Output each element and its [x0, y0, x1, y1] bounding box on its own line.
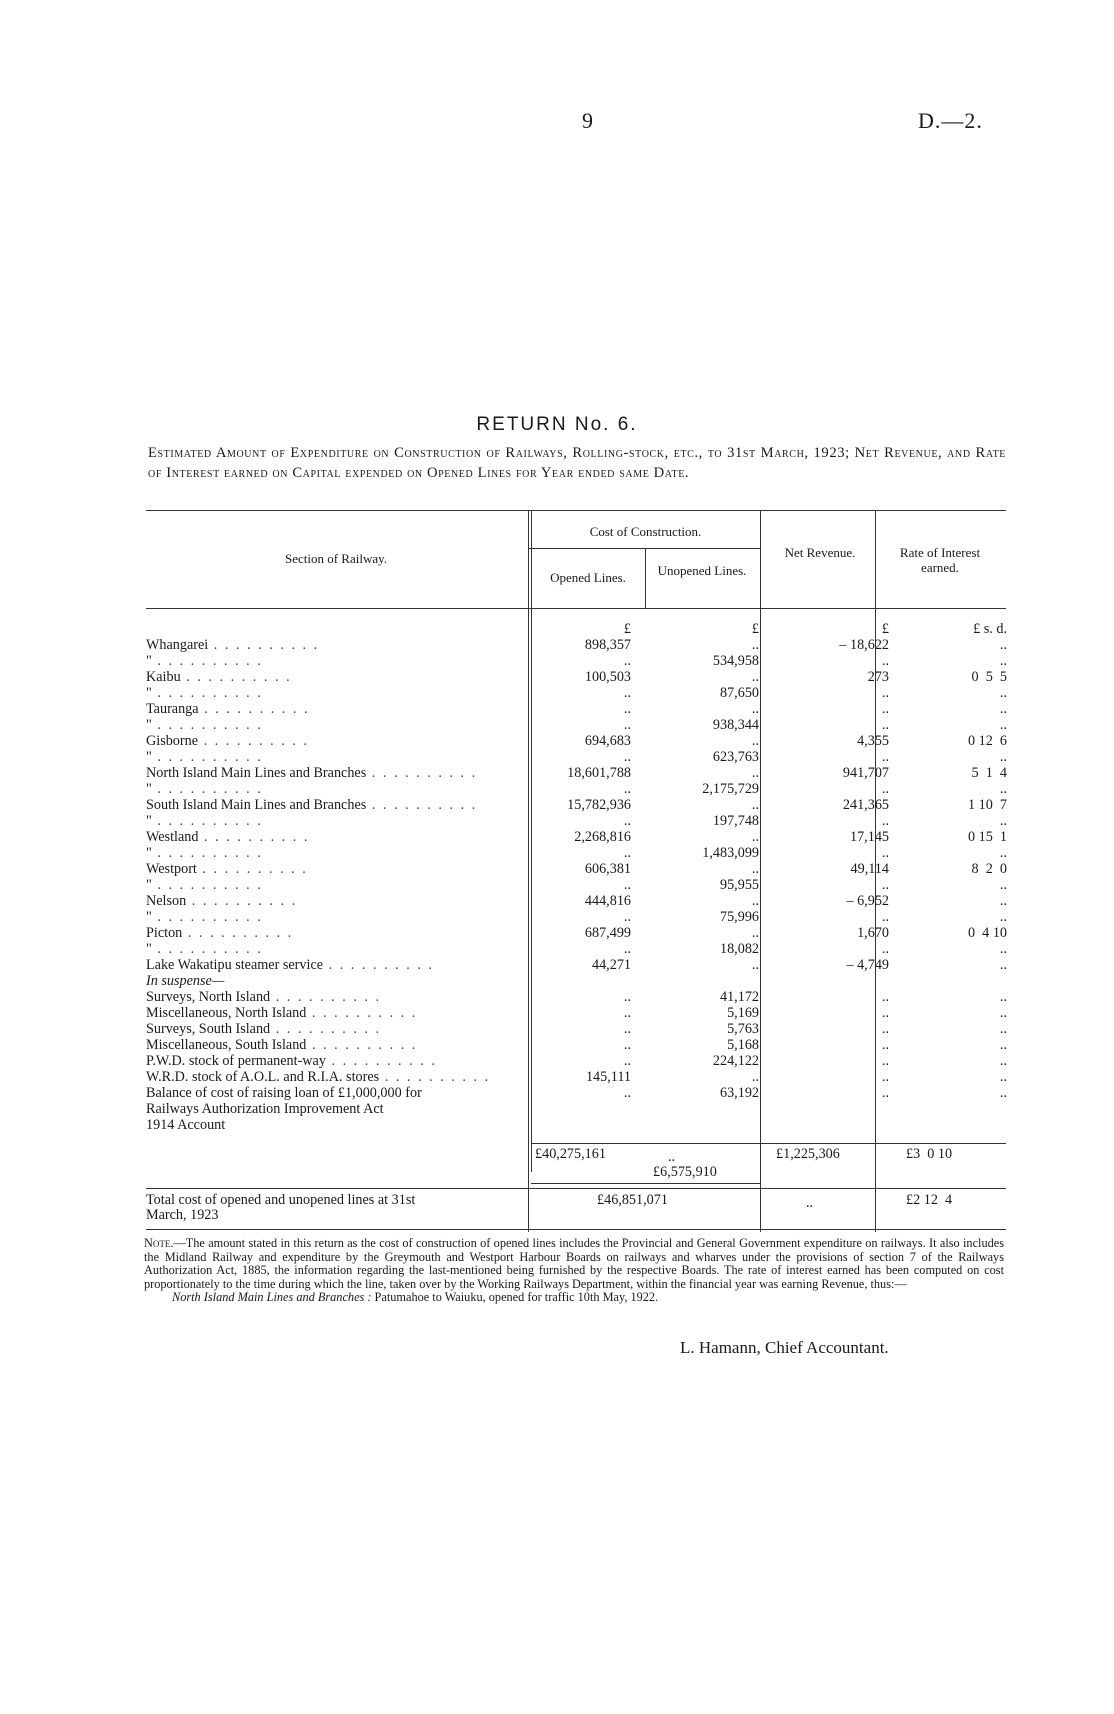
- cell-unopened: ..: [751, 733, 759, 749]
- leader-dots: . . . . . . . . . .: [325, 1053, 437, 1069]
- cell-net-revenue: – 4,749: [846, 957, 889, 973]
- cell-unopened: ..: [751, 637, 759, 653]
- leader-dots: . . . . . . . . . .: [151, 813, 263, 829]
- column-divider: [528, 1172, 529, 1232]
- note-example-text: Patumahoe to Waiuku, opened for traffic 10th May, 1922.: [371, 1290, 659, 1305]
- cell-rate: ..: [999, 1069, 1007, 1085]
- cell-rate: 0 4 10: [967, 925, 1007, 941]
- cell-unopened: 623,763: [712, 749, 759, 765]
- cell-opened: ..: [623, 941, 631, 957]
- table-top-rule: [146, 510, 1006, 511]
- cell-unopened: 5,763: [727, 1021, 759, 1037]
- leader-dots: . . . . . . . . . .: [198, 829, 310, 845]
- leader-dots: . . . . . . . . . .: [379, 1069, 491, 1085]
- table-row: [146, 1053, 1007, 1069]
- leader-dots: . . . . . . . . . .: [196, 861, 308, 877]
- note-example-label: North Island Main Lines and Branches :: [172, 1290, 372, 1305]
- table-row: [146, 637, 1007, 653]
- table-row: [146, 1021, 1007, 1037]
- cell-section: [146, 717, 519, 733]
- cell-unopened: 938,344: [712, 717, 759, 733]
- section-label: Westport: [146, 861, 197, 877]
- leader-dots: . . . . . . . . . .: [180, 669, 292, 685]
- cell-unopened: ..: [751, 701, 759, 717]
- leader-dots: . . . . . . . . . .: [366, 765, 478, 781]
- cell-unopened: 224,122: [712, 1053, 759, 1069]
- cell-section: [146, 637, 519, 653]
- section-label: North Island Main Lines and Branches: [146, 765, 367, 781]
- leader-dots: . . . . . . . . . .: [151, 653, 263, 669]
- grand-total-label-line-1: Total cost of opened and unopened lines at 31st: [146, 1192, 416, 1208]
- section-label: ": [146, 909, 152, 925]
- cell-unopened: ..: [751, 925, 759, 941]
- table-row: [146, 861, 1007, 877]
- main-rows: [146, 637, 1007, 973]
- leader-dots: . . . . . . . . . .: [198, 701, 310, 717]
- grand-total-net-revenue: ..: [806, 1195, 814, 1211]
- cell-opened: 694,683: [584, 733, 631, 749]
- cell-unopened: 1,483,099: [702, 845, 759, 861]
- cell-opened: ..: [623, 1021, 631, 1037]
- cell-net-revenue: ..: [881, 1037, 889, 1053]
- table-row: [146, 701, 1007, 717]
- cell-opened: ..: [623, 877, 631, 893]
- cell-net-revenue: ..: [881, 717, 889, 733]
- cell-opened: ..: [623, 989, 631, 1005]
- cell-opened: ..: [623, 701, 631, 717]
- document-reference: D.—2.: [918, 108, 983, 133]
- cell-section: [146, 1037, 519, 1053]
- totals-top-rule: [531, 1143, 760, 1144]
- leader-dots: . . . . . . . . . .: [151, 909, 263, 925]
- cell-net-revenue: ..: [881, 909, 889, 925]
- cell-unopened: 41,172: [719, 989, 759, 1005]
- cell-unopened: ..: [751, 861, 759, 877]
- cell-rate: 0 15 1: [967, 829, 1007, 845]
- column-header-section: Section of Railway.: [284, 551, 388, 566]
- section-label: ": [146, 717, 152, 733]
- cell-net-revenue: ..: [881, 989, 889, 1005]
- cell-rate: ..: [999, 1037, 1007, 1053]
- leader-dots: . . . . . . . . . .: [151, 781, 263, 797]
- cell-opened: 606,381: [584, 861, 631, 877]
- cell-section: [146, 941, 519, 957]
- unit-opened: £: [623, 621, 631, 637]
- cell-rate: ..: [999, 781, 1007, 797]
- cell-opened: 898,357: [584, 637, 631, 653]
- cell-opened: 18,601,788: [567, 765, 631, 781]
- cell-unopened: ..: [751, 893, 759, 909]
- table-row: [146, 749, 1007, 765]
- cell-section: [146, 701, 519, 717]
- cell-section: [146, 989, 519, 1005]
- table-row: [146, 717, 1007, 733]
- unit-rate: £ s. d.: [973, 621, 1007, 637]
- section-label: Gisborne: [146, 733, 199, 749]
- cell-net-revenue: ..: [881, 1053, 889, 1069]
- cell-section: [146, 1069, 519, 1085]
- cell-opened: ..: [623, 1085, 631, 1101]
- footnote: [144, 1237, 1004, 1305]
- cell-rate: ..: [999, 717, 1007, 733]
- suspense-block: [146, 973, 1007, 989]
- cell-unopened: 63,192: [719, 1085, 759, 1101]
- cell-net-revenue: ..: [881, 813, 889, 829]
- leader-dots: . . . . . . . . . .: [306, 1037, 418, 1053]
- total-rate: £3 0 10: [906, 1146, 953, 1162]
- cell-net-revenue: 4,355: [857, 733, 889, 749]
- cell-rate: ..: [999, 685, 1007, 701]
- section-label: ": [146, 845, 152, 861]
- section-label: ": [146, 781, 152, 797]
- cell-opened: ..: [623, 653, 631, 669]
- cell-rate: ..: [999, 957, 1007, 973]
- cell-section: [146, 733, 519, 749]
- cell-net-revenue: ..: [881, 653, 889, 669]
- leader-dots: . . . . . . . . . .: [306, 1005, 418, 1021]
- table-row: [146, 733, 1007, 749]
- cell-rate: ..: [999, 749, 1007, 765]
- leader-dots: . . . . . . . . . .: [151, 685, 263, 701]
- cell-unopened: ..: [751, 829, 759, 845]
- table-row: [146, 829, 1007, 845]
- cell-net-revenue: 273: [867, 669, 889, 685]
- unit-unopened: £: [751, 621, 759, 637]
- cell-section: [146, 957, 519, 973]
- cell-rate: 5 1 4: [971, 765, 1007, 781]
- cell-opened: 145,111: [585, 1069, 631, 1085]
- section-label: P.W.D. stock of permanent-way: [146, 1053, 326, 1069]
- leader-dots: . . . . . . . . . .: [151, 941, 263, 957]
- section-label: ": [146, 653, 152, 669]
- column-header-net-revenue: Net Revenue.: [784, 545, 856, 560]
- table-row: [146, 941, 1007, 957]
- cell-unopened: 2,175,729: [702, 781, 759, 797]
- leader-dots: . . . . . . . . . .: [208, 637, 320, 653]
- cell-section: [146, 685, 519, 701]
- cell-net-revenue: ..: [881, 781, 889, 797]
- cell-unopened: ..: [751, 797, 759, 813]
- cell-unopened: 534,958: [712, 653, 759, 669]
- column-divider: [645, 548, 646, 608]
- cell-net-revenue: – 18,622: [839, 637, 889, 653]
- cell-unopened: ..: [751, 669, 759, 685]
- cell-section: [146, 829, 519, 845]
- cell-rate: ..: [999, 1005, 1007, 1021]
- cell-section: [146, 1005, 519, 1021]
- leader-dots: . . . . . . . . . .: [366, 797, 478, 813]
- section-label: Picton: [146, 925, 183, 941]
- cell-rate: 0 5 5: [971, 669, 1007, 685]
- section-label: South Island Main Lines and Branches: [146, 797, 367, 813]
- cell-net-revenue: 1,670: [857, 925, 889, 941]
- cell-unopened: 5,169: [727, 1005, 759, 1021]
- suspense-label-row: [146, 973, 1007, 989]
- cell-opened: 2,268,816: [574, 829, 631, 845]
- cell-unopened: 87,650: [719, 685, 759, 701]
- cell-rate: ..: [999, 845, 1007, 861]
- table-bottom-rule: [146, 1229, 1006, 1230]
- cell-unopened: ..: [751, 1069, 759, 1085]
- table-row: [146, 989, 1007, 1005]
- section-label: Lake Wakatipu steamer service: [146, 957, 324, 973]
- leader-dots: . . . . . . . . . .: [270, 989, 382, 1005]
- section-label: Miscellaneous, North Island: [146, 1005, 307, 1021]
- section-label: W.R.D. stock of A.O.L. and R.I.A. stores: [146, 1069, 380, 1085]
- grand-total-top-rule: [146, 1188, 1006, 1189]
- table-row: [146, 845, 1007, 861]
- cell-opened: ..: [623, 685, 631, 701]
- cell-net-revenue: ..: [881, 1085, 889, 1101]
- cell-unopened: 5,168: [727, 1037, 759, 1053]
- cost-group-rule: [528, 548, 760, 549]
- table-row: [146, 781, 1007, 797]
- cell-rate: ..: [999, 909, 1007, 925]
- balance-line-3: 1914 Account: [146, 1117, 226, 1133]
- table-row: [146, 1117, 1007, 1133]
- cell-opened: ..: [623, 749, 631, 765]
- cell-section: [146, 781, 519, 797]
- table-row: [146, 685, 1007, 701]
- cell-opened: 687,499: [584, 925, 631, 941]
- total-unopened: £6,575,910: [653, 1164, 717, 1180]
- grand-total-cost: £46,851,071: [597, 1192, 668, 1208]
- cell-net-revenue: ..: [881, 1021, 889, 1037]
- cell-opened: 444,816: [584, 893, 631, 909]
- table-row: [146, 765, 1007, 781]
- leader-dots: . . . . . . . . . .: [186, 893, 298, 909]
- table-row: [146, 1005, 1007, 1021]
- table-row: [146, 909, 1007, 925]
- leader-dots: . . . . . . . . . .: [182, 925, 294, 941]
- cell-section: [146, 813, 519, 829]
- cell-section: [146, 1053, 519, 1069]
- cell-rate: ..: [999, 877, 1007, 893]
- units-row: [146, 621, 1007, 637]
- cell-net-revenue: – 6,952: [846, 893, 889, 909]
- section-label: Surveys, South Island: [146, 1021, 271, 1037]
- section-label: ": [146, 749, 152, 765]
- cell-net-revenue: ..: [881, 685, 889, 701]
- grand-total-rate: £2 12 4: [906, 1192, 953, 1208]
- leader-dots: . . . . . . . . . .: [198, 733, 309, 749]
- section-label: Miscellaneous, South Island: [146, 1037, 307, 1053]
- cell-rate: ..: [999, 893, 1007, 909]
- cell-section: [146, 877, 519, 893]
- cell-opened: 100,503: [584, 669, 631, 685]
- cell-rate: ..: [999, 1021, 1007, 1037]
- cell-section: [146, 765, 519, 781]
- cell-rate: 1 10 7: [967, 797, 1007, 813]
- leader-dots: . . . . . . . . . .: [151, 845, 263, 861]
- table-row: [146, 925, 1007, 941]
- cell-section: [146, 1021, 519, 1037]
- section-label: Whangarei: [146, 637, 209, 653]
- cell-unopened: ..: [751, 957, 759, 973]
- section-label: Nelson: [146, 893, 187, 909]
- cell-net-revenue: ..: [881, 877, 889, 893]
- cell-net-revenue: 17,145: [849, 829, 889, 845]
- cell-net-revenue: 49,114: [850, 861, 889, 877]
- note-label: Note.: [144, 1236, 174, 1250]
- section-label: ": [146, 941, 152, 957]
- cell-opened: 15,782,936: [567, 797, 631, 813]
- header-bottom-rule: [146, 608, 1006, 609]
- cell-opened: ..: [623, 1053, 631, 1069]
- cell-opened: ..: [623, 1005, 631, 1021]
- cell-opened: ..: [623, 781, 631, 797]
- return-title: RETURN No. 6.: [476, 414, 638, 435]
- cell-unopened: 197,748: [712, 813, 759, 829]
- cell-opened: ..: [623, 717, 631, 733]
- balance-block: [146, 1085, 1007, 1133]
- column-header-rate: Rate of Interest earned.: [899, 545, 981, 575]
- column-header-opened: Opened Lines.: [550, 570, 626, 585]
- cell-opened: ..: [623, 813, 631, 829]
- cell-section: [146, 893, 519, 909]
- cell-net-revenue: ..: [881, 1069, 889, 1085]
- section-label: Tauranga: [146, 701, 199, 717]
- table-heading: Estimated Amount of Expenditure on Construction of Railways, Rolling-stock, etc., to 31st March, 1923; Net Revenue, and Rate of Interest earned on Capital expended on Opened Lines for Year ended same Date.: [148, 445, 1006, 481]
- cell-rate: 0 12 6: [967, 733, 1007, 749]
- cell-section: [146, 925, 519, 941]
- cell-rate: ..: [999, 701, 1007, 717]
- cell-rate: ..: [999, 1053, 1007, 1069]
- section-label: Surveys, North Island: [146, 989, 271, 1005]
- cell-unopened: 75,996: [719, 909, 759, 925]
- total-opened: £40,275,161: [535, 1146, 606, 1162]
- cell-section: [146, 653, 519, 669]
- section-label: ": [146, 685, 152, 701]
- table-row: [146, 1101, 1007, 1117]
- cell-opened: 44,271: [591, 957, 631, 973]
- signature: L. Hamann, Chief Accountant.: [680, 1338, 889, 1357]
- table-row: [146, 1085, 1007, 1101]
- leader-dots: . . . . . . . . . .: [151, 717, 263, 733]
- leader-dots: . . . . . . . . . .: [323, 957, 434, 973]
- cell-opened: ..: [623, 845, 631, 861]
- cell-section: [146, 909, 519, 925]
- section-label: Westland: [146, 829, 199, 845]
- cell-net-revenue: ..: [881, 941, 889, 957]
- column-divider: [875, 1172, 876, 1232]
- cell-net-revenue: 241,365: [842, 797, 889, 813]
- railway-table: [146, 621, 1007, 1133]
- column-header-unopened: Unopened Lines.: [657, 563, 747, 578]
- unit-net-revenue: £: [881, 621, 889, 637]
- table-row: [146, 957, 1007, 973]
- cell-net-revenue: ..: [881, 749, 889, 765]
- totals-bracket-rule: [531, 1183, 760, 1184]
- table-row: [146, 669, 1007, 685]
- page-number: 9: [582, 108, 593, 133]
- cell-opened: ..: [623, 909, 631, 925]
- section-label: ": [146, 813, 152, 829]
- cell-unopened: ..: [751, 765, 759, 781]
- cell-section: [146, 797, 519, 813]
- column-header-cost-group: Cost of Construction.: [589, 524, 702, 539]
- column-divider: [760, 1172, 761, 1232]
- balance-line-2: Railways Authorization Improvement Act: [146, 1101, 384, 1117]
- cell-opened: ..: [623, 1037, 631, 1053]
- section-label: Kaibu: [146, 669, 181, 685]
- table-row: [146, 653, 1007, 669]
- cell-net-revenue: ..: [881, 701, 889, 717]
- cell-rate: ..: [999, 813, 1007, 829]
- table-row: [146, 877, 1007, 893]
- cell-unopened: 95,955: [719, 877, 759, 893]
- cell-net-revenue: ..: [881, 1005, 889, 1021]
- suspense-rows: [146, 989, 1007, 1085]
- table-row: [146, 1069, 1007, 1085]
- cell-section: [146, 749, 519, 765]
- leader-dots: . . . . . . . . . .: [151, 877, 263, 893]
- cell-rate: ..: [999, 989, 1007, 1005]
- cell-section: [146, 845, 519, 861]
- balance-line-1: Balance of cost of raising loan of £1,000,000 for: [146, 1085, 422, 1101]
- cell-unopened: 18,082: [719, 941, 759, 957]
- table-row: [146, 1037, 1007, 1053]
- cell-net-revenue: ..: [881, 845, 889, 861]
- total-net-revenue: £1,225,306: [776, 1146, 840, 1162]
- cell-rate: ..: [999, 653, 1007, 669]
- cell-rate: ..: [999, 637, 1007, 653]
- section-label: ": [146, 877, 152, 893]
- note-text: —The amount stated in this return as the cost of construction of opened lines includes the Provincial and General Government expenditure on railways. It also includes the Midland Railway and expenditure by the Greymouth and Westport Harbour Boards on railways and wharves under the provisions of section 7 of the Railways Authorization Act, 1885, the information regarding the last-mentioned being furnished by the respective Boards. The rate of interest earned has been computed on cost proportionately to the time during which the line, taken over by the Working Railways Department, within the financial year was earning Revenue, thus:—: [144, 1236, 1004, 1291]
- leader-dots: . . . . . . . . . .: [270, 1021, 382, 1037]
- cell-rate: ..: [999, 1085, 1007, 1101]
- cell-net-revenue: 941,707: [842, 765, 889, 781]
- cell-section: [146, 669, 519, 685]
- suspense-label: In suspense—: [146, 973, 225, 989]
- leader-dots: . . . . . . . . . .: [151, 749, 263, 765]
- cell-rate: 8 2 0: [971, 861, 1007, 877]
- cell-rate: ..: [999, 941, 1007, 957]
- grand-total-label-line-2: March, 1923: [146, 1207, 219, 1223]
- totals-top-rule: [760, 1143, 1006, 1144]
- total-unopened-dots: ..: [668, 1149, 676, 1165]
- table-row: [146, 813, 1007, 829]
- cell-section: [146, 861, 519, 877]
- table-row: [146, 893, 1007, 909]
- table-row: [146, 797, 1007, 813]
